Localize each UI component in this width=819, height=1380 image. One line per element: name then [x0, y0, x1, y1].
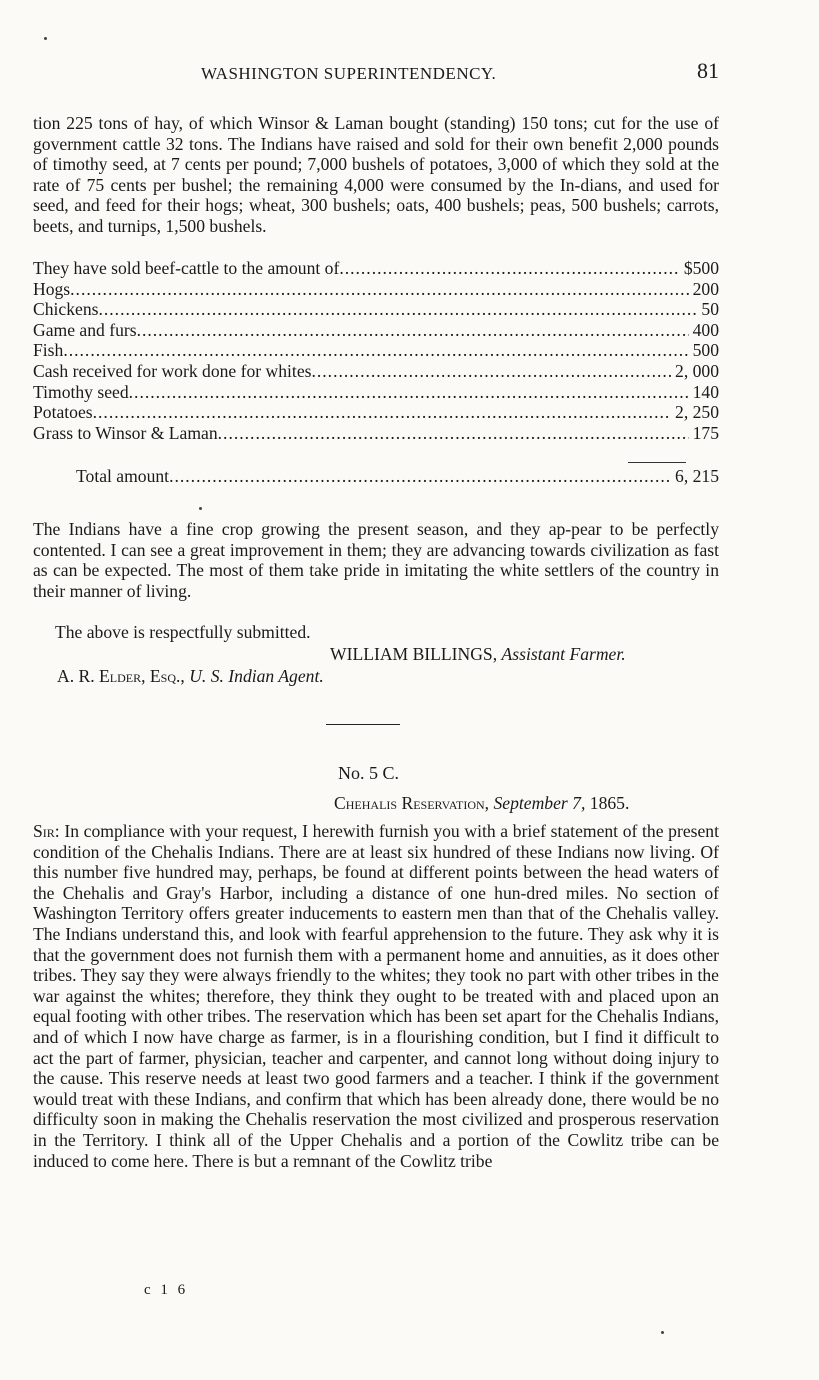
addressee-title: U. S. Indian Agent. [189, 666, 324, 686]
ledger-row [33, 258, 719, 279]
ledger-row [33, 340, 719, 361]
page-number: 81 [697, 58, 719, 83]
ledger-row [33, 361, 719, 382]
letter-text: In compliance with your request, I herewith furnish you with a brief statement of the present condition of the Chehalis Indians. There are at least six hundred of these Indians now living. Of this number five hundred may, perhaps, be found at different points between the head waters of the Chehalis and Gray's Harbor, including a distance of one hun-dred miles. No section of Washington Territory offers greater inducements to eastern men than that of the Chehalis valley. The Indians understand this, and look with fearful apprehension to the future. They ask why it is that the government does not furnish them with a permanent home and annuities, as it does other tribes. They say they were always friendly to the whites; they took no part with other tribes in the war against the whites; therefore, they think they ought to be treated with and placed upon an equal footing with other tribes. The reservation which has been set apart for the Chehalis Indians, and of which I now have charge as farmer, is in a flourishing condition, but I find it difficult to act the part of farmer, physician, teacher and carpenter, and cannot long without doing injury to the cause. This reserve needs at least two good farmers and a teacher. I think if the government would treat with these Indians, and confirm that which has been already done, there would be no difficulty soon in making the Chehalis reservation the most civilized and prosperous reservation in the Territory. I think all of the Upper Chehalis and a portion of the Cowlitz tribe can be induced to come here. There is but a remnant of the Cowlitz tribe [33, 821, 719, 1171]
ledger-label: Potatoes [33, 402, 93, 423]
ledger-row [33, 320, 719, 341]
ledger-row [33, 423, 719, 444]
document-number: No. 5 C. [338, 763, 400, 783]
ledger-total [33, 466, 719, 487]
addressee [57, 666, 324, 687]
ledger-row [33, 402, 719, 423]
addressee-name: A. R. Elder, Esq., [57, 666, 185, 686]
ledger-row [33, 382, 719, 403]
running-header [33, 56, 719, 90]
ledger-label: Grass to Winsor & Laman [33, 422, 218, 443]
print-speck [199, 507, 202, 510]
ledger-label: Chickens [33, 299, 99, 320]
ledger-label: Cash received for work done for whites [33, 360, 312, 381]
ledger-amount: 175 [692, 422, 719, 443]
ledger-label: They have sold beef-cattle to the amount of [33, 258, 340, 278]
signatory-title: Assistant Farmer. [501, 644, 626, 664]
signatory-name: WILLIAM BILLINGS, [330, 644, 498, 664]
ledger-label: Game and furs [33, 319, 137, 340]
paragraph-contentment: The Indians have a fine crop growing the present season, and they ap-pear to be perfectly contented. I can see a great improvement in them; they are advancing towards civilization as fast as can be expected. The most of them take pride in imitating the white settlers of the country in their manner of living. [33, 519, 719, 601]
dateline [334, 793, 629, 814]
ledger-amount: 50 [701, 299, 719, 320]
print-speck [661, 1331, 664, 1334]
sum-rule [628, 462, 686, 463]
ledger-amount: 140 [692, 381, 719, 402]
ledger-label: Timothy seed [33, 381, 129, 402]
ledger-amount: $500 [683, 258, 719, 278]
ledger-label: Fish [33, 340, 64, 361]
ledger-amount: 400 [692, 319, 719, 340]
salutation: Sir: [33, 821, 60, 841]
ledger-row [33, 299, 719, 320]
signature [330, 644, 626, 665]
section-divider [326, 724, 400, 725]
letter-body [33, 821, 719, 1171]
ledger-amount: 2, 250 [675, 402, 719, 423]
submission-line: The above is respectfully submitted. [55, 622, 311, 642]
sales-ledger [33, 258, 719, 443]
print-speck [44, 37, 47, 40]
ledger-amount: 2, 000 [675, 360, 719, 381]
signature-mark: c 1 6 [144, 1282, 189, 1298]
dateline-place: Chehalis Reservation, [334, 793, 490, 813]
ledger-amount: 500 [692, 340, 719, 361]
ledger-amount: 200 [692, 278, 719, 299]
paragraph-crops: tion 225 tons of hay, of which Winsor & Laman bought (standing) 150 tons; cut for the use of government cattle 32 tons. The Indians have raised and sold for their own benefit 2,000 pounds of timothy seed, at 7 cents per pound; 7,000 bushels of potatoes, 3,000 of which they sold at the rate of 75 cents per bushel; the remaining 4,000 were consumed by the In-dians, and used for seed, and feed for their hogs; wheat, 300 bushels; oats, 400 bushels; peas, 500 bushels; carrots, beets, and turnips, 1,500 bushels. [33, 113, 719, 236]
dateline-year: 1865. [589, 793, 630, 813]
dateline-date: September 7, [493, 793, 586, 813]
ledger-row [33, 279, 719, 300]
ledger-label: Hogs [33, 278, 71, 299]
total-label: Total amount [76, 466, 170, 486]
running-title: WASHINGTON SUPERINTENDENCY. [201, 64, 497, 83]
total-amount: 6, 215 [675, 466, 719, 486]
